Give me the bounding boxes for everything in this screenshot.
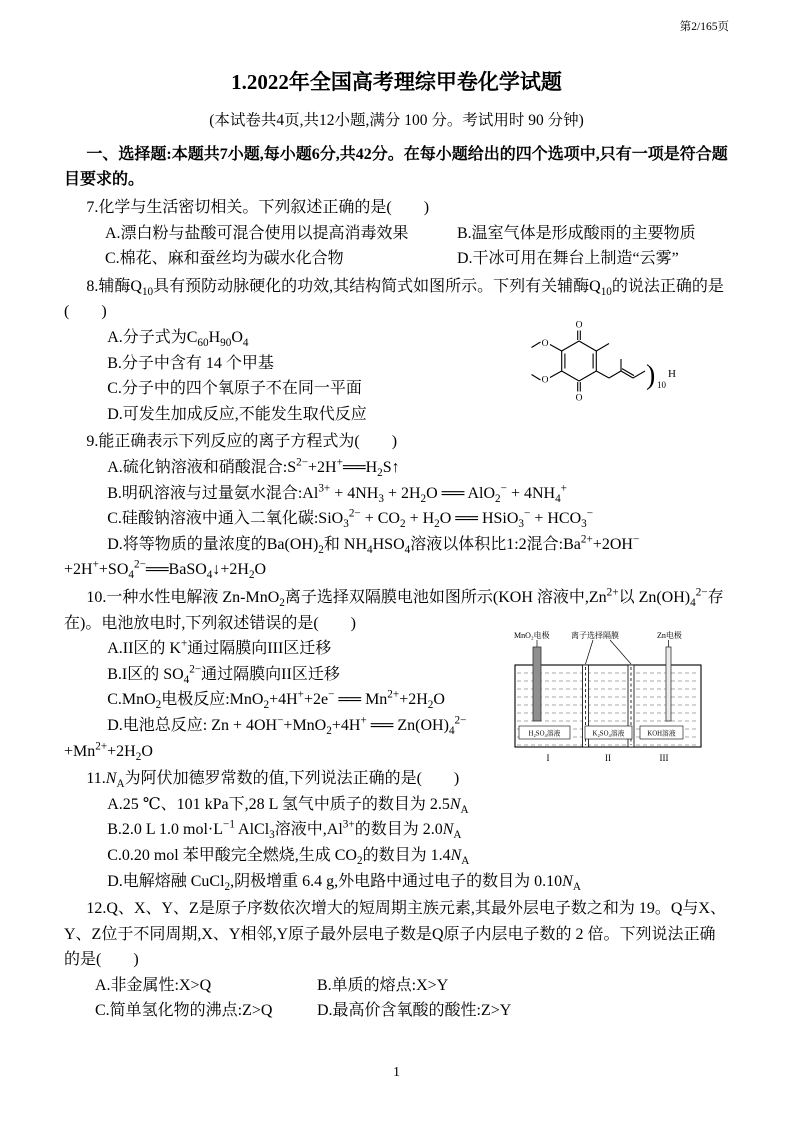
- quinone-ring: [532, 330, 646, 391]
- question-12-option-c: C.简单氢化物的沸点:Z>Q: [95, 1002, 273, 1020]
- battery-diagram-figure: [509, 629, 709, 767]
- solution-ii-label: K₂SO₄溶液: [592, 730, 625, 738]
- region-numerals: [547, 753, 669, 763]
- question-7-options-row-1: [64, 221, 729, 247]
- question-12: [64, 896, 729, 1024]
- solution-iii-label: KOH溶液: [647, 730, 676, 738]
- question-9: [64, 429, 729, 583]
- oxygen-left-lower-label: O: [541, 375, 549, 386]
- zn-electrode-rod: [666, 647, 671, 721]
- question-11-option-b: B.2.0 L 1.0 $mol\cdot L^{-1}$ AlCl$_3$溶液中$,Al^{3+}$的数目为 $2.0N_A$: [107, 819, 462, 842]
- question-8-option-b: B.分子中含有 14 个甲基: [107, 354, 274, 372]
- question-11-option-c: C.0.20 mol 苯甲酸完全燃烧,生成 $CO_2$的数目为 $1.4N_A$: [107, 846, 470, 868]
- question-8-option-c: C.分子中的四个氧原子不在同一平面: [107, 380, 362, 398]
- question-10-option-c: C.MnO$_2$电极反应:MnO$_2$+4H++2e− ══ $Mn^{2+}+2H_2O$: [107, 689, 445, 712]
- coenzyme-q10-structure-drawing: [527, 316, 723, 408]
- question-7-option-d: D.干冰可用在舞台上制造“云雾”: [457, 250, 679, 268]
- question-9-option-a: A.硫化钠溶液和硝酸混合$:S^{2-}+2H^+══H_2S↑$: [107, 456, 400, 480]
- question-12-option-d: D.最高价含氧酸的酸性:Z>Y: [317, 1002, 512, 1020]
- mno2-electrode-rod: [533, 647, 541, 721]
- question-12-options-row-2: [64, 998, 729, 1024]
- section-heading: 一、选择题:本题共7小题,每小题6分,共42分。在每小题给出的四个选项中,只有一项是符合题目要求的。: [64, 145, 728, 189]
- chain-end-hydrogen-label: H: [668, 367, 676, 380]
- question-7: [64, 195, 729, 272]
- oxygen-left-upper-label: O: [541, 338, 549, 349]
- oxygen-bottom-label: O: [575, 393, 583, 404]
- page-header: [64, 22, 729, 34]
- question-11-option-d: D.电解熔融 CuCl$_2$,阴极增重 6.4 g,外电路中通过电子的数目为 $0.10N_A$: [107, 872, 581, 893]
- header-page-number: 第2/165页: [679, 21, 729, 33]
- question-9-option-c: C.硅酸钠溶液中通入二氧化碳:SiO$_3^{2-}$ + $CO_2 + H_2O$ ══ HSiO$_3$− + $HCO_3^-$: [107, 507, 594, 531]
- question-9-option-d: D.将等物质的量浓度的$Ba(OH)_2$和 $NH_4HSO_4$溶液以体积比1:2混合$:Ba^{2+}+2OH^-$ $+2H^++SO_4^{2-}══BaSO_4↓+2H_2O$: [64, 533, 640, 582]
- repeat-count-label: 10: [657, 379, 666, 390]
- oxygen-top-label: O: [575, 320, 583, 331]
- exam-title: 1.2022年全国高考理综甲卷化学试题: [231, 69, 562, 94]
- question-9-stem: 9.能正确表示下列反应的离子方程式为( ): [86, 433, 398, 451]
- region-i-label: I: [546, 752, 550, 763]
- region-ii-label: II: [605, 752, 611, 763]
- exam-subtitle: (本试卷共4页,共12小题,满分 100 分。考试用时 90 分钟): [209, 112, 584, 130]
- question-11-stem: $11.N_A$为阿伏加德罗常数的值,下列说法正确的是( ): [86, 770, 460, 791]
- question-10: [64, 585, 729, 764]
- question-7-option-a: A.漂白粉与盐酸可混合使用以提高消毒效果: [105, 224, 409, 242]
- membrane-label: 离子选择隔膜: [571, 630, 619, 640]
- battery-diagram-drawing: [509, 629, 709, 767]
- question-7-stem: 7.化学与生活密切相关。下列叙述正确的是( ): [86, 199, 430, 217]
- question-12-option-b: B.单质的熔点:X>Y: [317, 976, 449, 994]
- question-11: [64, 766, 729, 894]
- question-12-stem: 12.Q、X、Y、Z是原子序数依次增大的短周期主族元素,其最外层电子数之和为 19。Q与X、Y、Z位于不同周期,X、Y相邻,Y原子最外层电子数是Q原子内层电子数的 2 倍。下列说法正确的是( ): [64, 900, 726, 969]
- question-8-stem: 8.辅酶$Q_{10}$具有预防动脉硬化的功效,其结构简式如图所示。下列有关辅酶$Q_{10}$的说法正确的是( ): [64, 277, 724, 321]
- question-7-options-row-2: [64, 246, 729, 272]
- question-10-stem: 10.一种水性电解液 Zn-MnO$_2$离子选择双隔膜电池如图所示(KOH 溶液中$,Zn^{2+}$以 $Zn(OH)_4^{2-}$存在)。电池放电时,下列叙述错误的是( ): [64, 586, 724, 632]
- question-10-option-b: B.I区的 $SO_4^{2-}$通过隔膜向II区迁移: [107, 663, 340, 686]
- question-12-option-a: A.非金属性:X>Q: [95, 976, 212, 994]
- right-electrode-label: Zn电极: [657, 630, 682, 640]
- question-10-option-a: A.II区的 K+通过隔膜向III区迁移: [107, 637, 332, 658]
- question-7-option-c: C.棉花、麻和蚕丝均为碳水化合物: [105, 250, 344, 268]
- footer-page-number: 1: [393, 1064, 400, 1080]
- question-8-option-a: A.分子式为$C_{60}H_{90}O_4$: [107, 329, 249, 350]
- question-8-option-d: D.可发生加成反应,不能发生取代反应: [107, 405, 367, 423]
- question-7-option-b: B.温室气体是形成酸雨的主要物质: [457, 224, 696, 242]
- question-10-option-d: D.电池总反应: Zn + 4OH−+MnO$_2$+4H+ ══ $Zn(OH)_4^{2-}$ $+Mn^{2+}+2H_2O$: [64, 714, 467, 763]
- question-9-option-b: B.明矾溶液与过量氨水混合$:Al^{3+} + 4NH_3 + 2H_2O$ ══ $AlO_2^- + 4NH_4^+$: [107, 482, 567, 505]
- region-iii-label: III: [659, 752, 669, 763]
- page-footer: [0, 1062, 793, 1084]
- coenzyme-q10-structure-figure: [527, 316, 723, 408]
- question-11-option-a: A.25 ℃、101 kPa下,28 L 氢气中质子的数目为 $2.5N_A$: [107, 795, 469, 816]
- question-12-options-row-1: [64, 973, 729, 999]
- solution-labels: [519, 726, 683, 739]
- question-8: [64, 274, 729, 428]
- left-electrode-label: MnO₂电极: [514, 630, 550, 640]
- repeat-bracket: ): [646, 359, 656, 391]
- label-leader-lines: [537, 640, 669, 664]
- solution-i-label: H₂SO₄溶液: [528, 730, 561, 738]
